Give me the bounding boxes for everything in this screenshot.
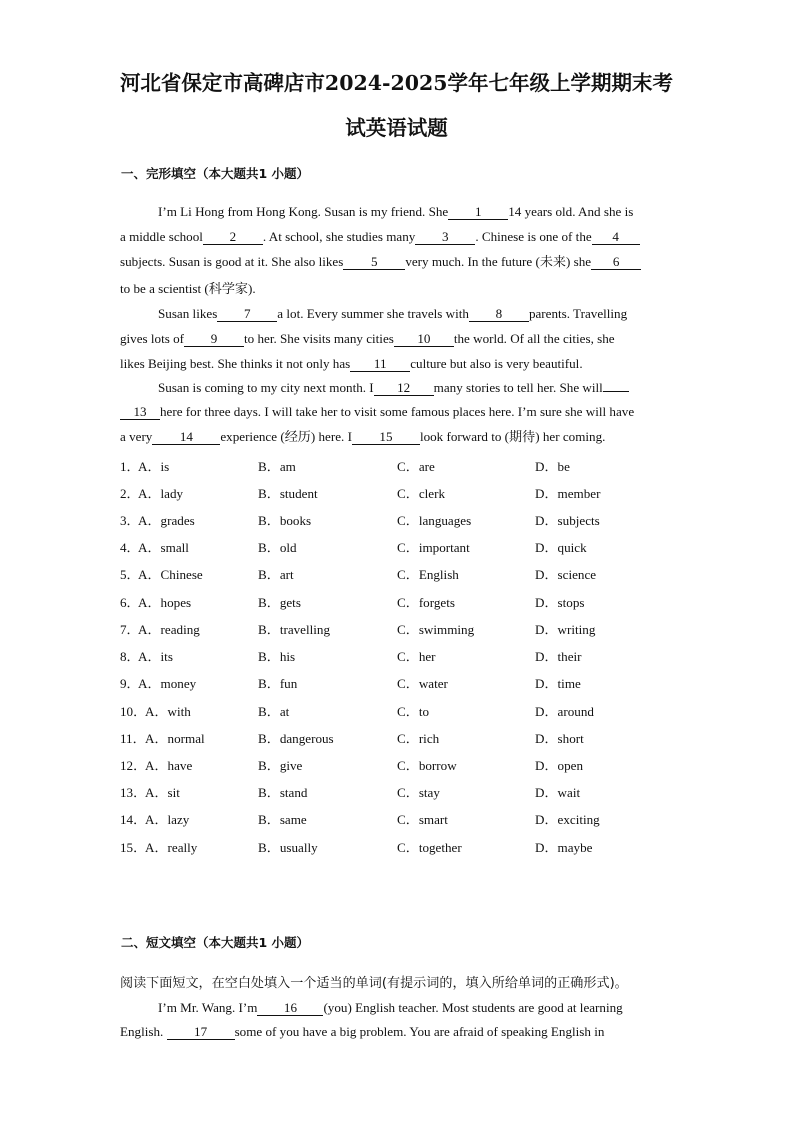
- option-b: B．old: [258, 540, 297, 555]
- question-row: [120, 673, 680, 691]
- option-b: B．usually: [258, 840, 318, 855]
- option-c: C．to: [397, 704, 430, 719]
- question-row: [120, 510, 680, 528]
- question-number: 9．: [120, 676, 140, 691]
- passage-text: (you) English teacher. Most students are good at learning: [323, 1000, 623, 1015]
- blank-7: 7: [217, 307, 277, 322]
- option-d: D．around: [535, 704, 594, 719]
- option-c: C．water: [397, 676, 448, 691]
- passage2-line: [120, 356, 680, 372]
- blank-13-start: [603, 391, 629, 392]
- section2-heading: 二、短文填空（本大题共1 小题）: [121, 935, 310, 950]
- blank-10: 10: [394, 332, 454, 347]
- passage-text: here for three days. I will take her to visit some famous places here. I’m sure she will have: [160, 404, 635, 419]
- section1-heading: 一、完形填空（本大题共1 小题）: [121, 166, 310, 181]
- passage-text: many stories to tell her. She will: [433, 380, 603, 395]
- passage-text: subjects. Susan is good at it. She also likes: [120, 254, 344, 269]
- option-c: C．smart: [397, 812, 448, 827]
- passage-text: very much. In the future (未来) she: [405, 254, 592, 269]
- question-number: 13．: [120, 785, 147, 800]
- option-b: B．dangerous: [258, 731, 334, 746]
- option-b: B．art: [258, 567, 294, 582]
- option-a: A．hopes: [138, 595, 192, 610]
- document-title-line2: 试英语试题: [345, 116, 448, 140]
- option-c: C．languages: [397, 513, 472, 528]
- blank-13: 13: [120, 405, 160, 420]
- option-b: B．travelling: [258, 622, 331, 637]
- option-b: B．student: [258, 486, 318, 501]
- option-d: D．short: [535, 731, 584, 746]
- option-c: C．forgets: [397, 595, 455, 610]
- option-b: B．stand: [258, 785, 308, 800]
- blank-15: 15: [352, 430, 420, 445]
- passage-text: I’m Mr. Wang. I’m: [158, 1000, 258, 1015]
- option-b: B．gets: [258, 595, 301, 610]
- question-number: 4．: [120, 540, 140, 555]
- question-row: [120, 755, 680, 773]
- passage-text: a middle school: [120, 229, 203, 244]
- option-c: C．swimming: [397, 622, 475, 637]
- question-number: 14．: [120, 812, 147, 827]
- option-a: A．lazy: [145, 812, 190, 827]
- question-number: 5．: [120, 567, 140, 582]
- passage-text: gives lots of: [120, 331, 185, 346]
- option-b: B．am: [258, 459, 296, 474]
- passage3-line: [158, 380, 680, 396]
- blank-16: 16: [257, 1001, 323, 1016]
- passage-text: to be a scientist (科学家).: [120, 281, 256, 296]
- passage-text: I’m Li Hong from Hong Kong. Susan is my friend. She: [158, 204, 449, 219]
- option-b: B．books: [258, 513, 312, 528]
- question-number: 12．: [120, 758, 147, 773]
- passage1-line: [120, 281, 680, 297]
- option-c: C．are: [397, 459, 435, 474]
- question-row: [120, 564, 680, 582]
- option-b: B．same: [258, 812, 307, 827]
- passage-text: English.: [120, 1024, 164, 1039]
- option-d: D．writing: [535, 622, 596, 637]
- passage2-line: [158, 306, 680, 322]
- option-d: D．time: [535, 676, 581, 691]
- blank-3: 3: [415, 230, 475, 245]
- question-number: 2．: [120, 486, 140, 501]
- question-number: 11．: [120, 731, 146, 746]
- passage-text: Susan likes: [158, 306, 218, 321]
- option-d: D．their: [535, 649, 582, 664]
- blank-5: 5: [343, 255, 405, 270]
- option-a: A．money: [138, 676, 197, 691]
- option-d: D．be: [535, 459, 570, 474]
- question-row: [120, 483, 680, 501]
- option-d: D．stops: [535, 595, 585, 610]
- option-c: C．important: [397, 540, 470, 555]
- option-c: C．stay: [397, 785, 440, 800]
- question-number: 1．: [120, 459, 140, 474]
- question-number: 8．: [120, 649, 140, 664]
- option-d: D．maybe: [535, 840, 593, 855]
- option-d: D．wait: [535, 785, 581, 800]
- option-c: C．her: [397, 649, 436, 664]
- passage-text: culture but also is very beautiful.: [410, 356, 583, 371]
- option-a: A．grades: [138, 513, 195, 528]
- passage1-line: [120, 254, 680, 270]
- option-c: C．together: [397, 840, 462, 855]
- option-a: A．is: [138, 459, 170, 474]
- passage4-line: [120, 1024, 680, 1040]
- passage-text: some of you have a big problem. You are afraid of speaking English in: [234, 1024, 605, 1039]
- option-b: B．his: [258, 649, 296, 664]
- option-b: B．give: [258, 758, 303, 773]
- document-title-line1: 河北省保定市高碑店市2024-2025学年七年级上学期期末考: [119, 71, 674, 95]
- option-a: A．lady: [138, 486, 184, 501]
- passage-text: Susan is coming to my city next month. I: [158, 380, 374, 395]
- passage1-line: [158, 204, 680, 220]
- passage-text: a lot. Every summer she travels with: [277, 306, 469, 321]
- blank-8: 8: [469, 307, 529, 322]
- option-d: D．exciting: [535, 812, 600, 827]
- question-number: 10．: [120, 704, 147, 719]
- blank-6: 6: [591, 255, 641, 270]
- option-b: B．at: [258, 704, 290, 719]
- passage2-line: [120, 331, 680, 347]
- passage4-line: [158, 1000, 680, 1016]
- option-d: D．quick: [535, 540, 587, 555]
- option-a: A．normal: [145, 731, 205, 746]
- passage-text: . Chinese is one of the: [475, 229, 592, 244]
- passage-text: likes Beijing best. She thinks it not only has: [120, 356, 351, 371]
- question-row: [120, 646, 680, 664]
- option-a: A．its: [138, 649, 173, 664]
- question-number: 3．: [120, 513, 140, 528]
- option-a: A．really: [145, 840, 198, 855]
- option-c: C．rich: [397, 731, 440, 746]
- blank-11: 11: [350, 357, 410, 372]
- option-c: C．clerk: [397, 486, 445, 501]
- blank-4: 4: [592, 230, 640, 245]
- question-row: [120, 592, 680, 610]
- passage-text: 14 years old. And she is: [508, 204, 634, 219]
- passage-text: look forward to (期待) her coming.: [419, 429, 606, 444]
- question-row: [120, 456, 680, 474]
- option-a: A．sit: [145, 785, 180, 800]
- question-row: [120, 619, 680, 637]
- question-row: [120, 782, 680, 800]
- option-c: C．English: [397, 567, 459, 582]
- question-row: [120, 837, 680, 855]
- blank-1: 1: [448, 205, 508, 220]
- question-row: [120, 809, 680, 827]
- question-row: [120, 701, 680, 719]
- passage1-line: [120, 229, 680, 245]
- passage-text: the world. Of all the cities, she: [453, 331, 615, 346]
- passage3-line: [120, 404, 680, 420]
- passage-text: a very: [120, 429, 153, 444]
- passage-text: to her. She visits many cities: [244, 331, 394, 346]
- blank-17: 17: [167, 1025, 235, 1040]
- passage-text: experience (经历) here. I: [220, 429, 352, 444]
- option-a: A．with: [145, 704, 191, 719]
- option-c: C．borrow: [397, 758, 457, 773]
- blank-14: 14: [152, 430, 220, 445]
- passage3-line: [120, 429, 680, 445]
- option-d: D．open: [535, 758, 584, 773]
- option-a: A．have: [145, 758, 193, 773]
- passage-text: . At school, she studies many: [262, 229, 416, 244]
- option-d: D．science: [535, 567, 597, 582]
- option-d: D．subjects: [535, 513, 600, 528]
- blank-12: 12: [374, 381, 434, 396]
- question-row: [120, 537, 680, 555]
- passage-text: parents. Travelling: [528, 306, 628, 321]
- question-row: [120, 728, 680, 746]
- question-number: 7．: [120, 622, 140, 637]
- option-b: B．fun: [258, 676, 298, 691]
- option-a: A．reading: [138, 622, 200, 637]
- blank-2: 2: [203, 230, 263, 245]
- option-a: A．Chinese: [138, 567, 203, 582]
- section2-instruction: 阅读下面短文，在空白处填入一个适当的单词(有提示词的，填入所给单词的正确形式)。: [120, 976, 628, 991]
- question-number: 15．: [120, 840, 147, 855]
- question-number: 6．: [120, 595, 140, 610]
- option-d: D．member: [535, 486, 601, 501]
- blank-9: 9: [184, 332, 244, 347]
- option-a: A．small: [138, 540, 189, 555]
